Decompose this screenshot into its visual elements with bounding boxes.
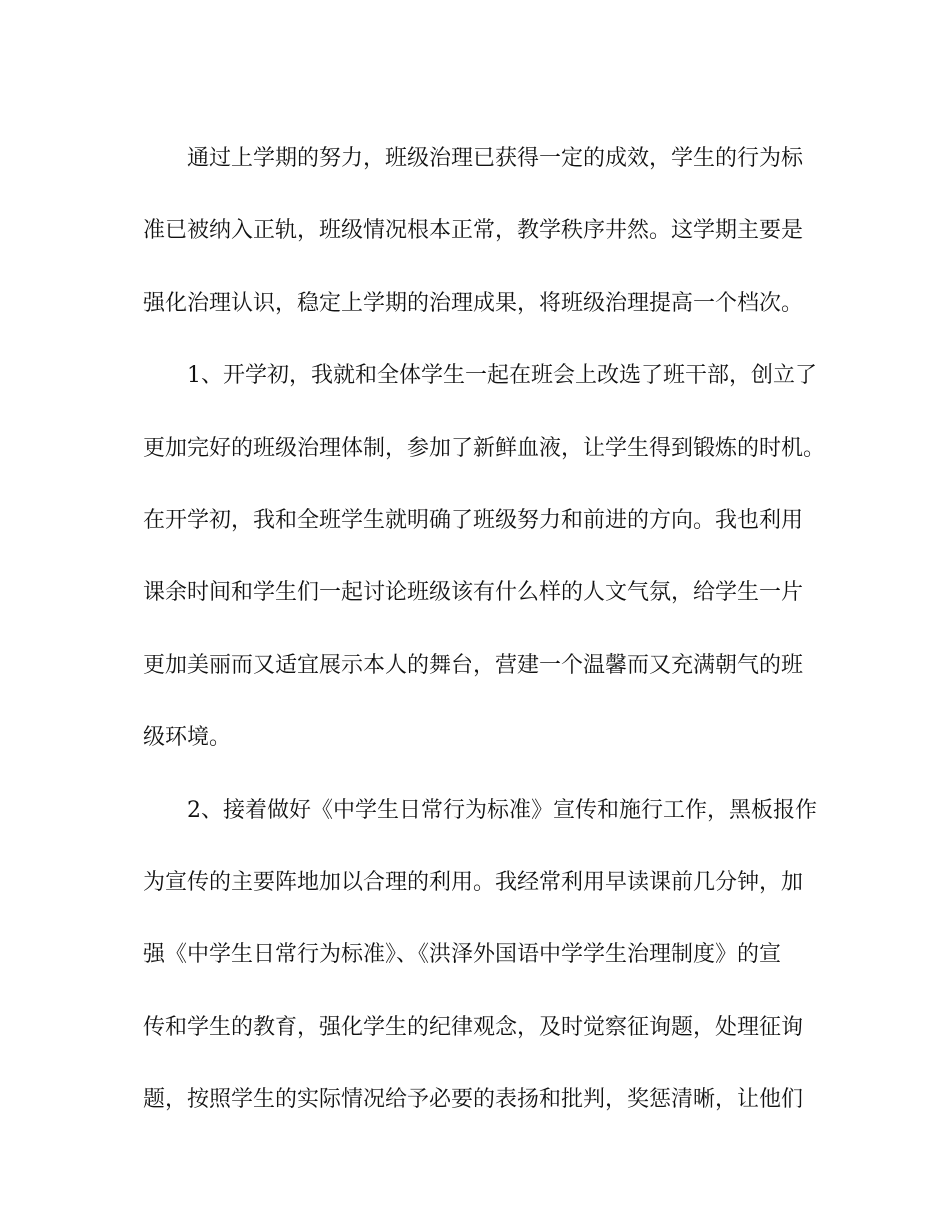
paragraph-1-line-3: 强化治理认识，稳定上学期的治理成果，将班级治理提高一个档次。 [143,290,804,316]
paragraph-3-line-4: 传和学生的教育，强化学生的纪律观念，及时觉察征询题，处理征询 [143,1014,804,1040]
paragraph-3-line-1: 2、接着做好《中学生日常行为标准》宣传和施行工作，黑板报作 [187,797,817,823]
paragraph-2-line-3: 在开学初，我和全班学生就明确了班级努力和前进的方向。我也利用 [143,507,804,533]
paragraph-2-line-6: 级环境。 [143,725,232,751]
paragraph-3-line-3: 强《中学生日常行为标准》、《洪泽外国语中学学生治理制度》的宣 [143,942,782,968]
paragraph-2-line-5: 更加美丽而又适宜展示本人的舞台，营建一个温馨而又充满朝气的班 [143,652,804,678]
document-body [143,123,826,1136]
paragraph-3-line-2: 为宣传的主要阵地加以合理的利用。我经常利用早读课前几分钟，加 [143,869,804,895]
paragraph-1-line-1: 通过上学期的努力，班级治理已获得一定的成效，学生的行为标 [187,146,804,171]
paragraph-2-line-1: 1、开学初，我就和全体学生一起在班会上改选了班干部，创立了 [187,363,817,389]
paragraph-1-line-2: 准已被纳入正轨，班级情况根本正常，教学秩序井然。这学期主要是 [143,218,804,244]
paragraph-2-line-2: 更加完好的班级治理体制，参加了新鲜血液，让学生得到锻炼的时机。 [143,435,826,461]
paragraph-2-line-4: 课余时间和学生们一起讨论班级该有什么样的人文气氛，给学生一片 [143,580,804,606]
paragraph-3-line-5: 题，按照学生的实际情况给予必要的表扬和批判，奖惩清晰，让他们 [143,1087,804,1113]
